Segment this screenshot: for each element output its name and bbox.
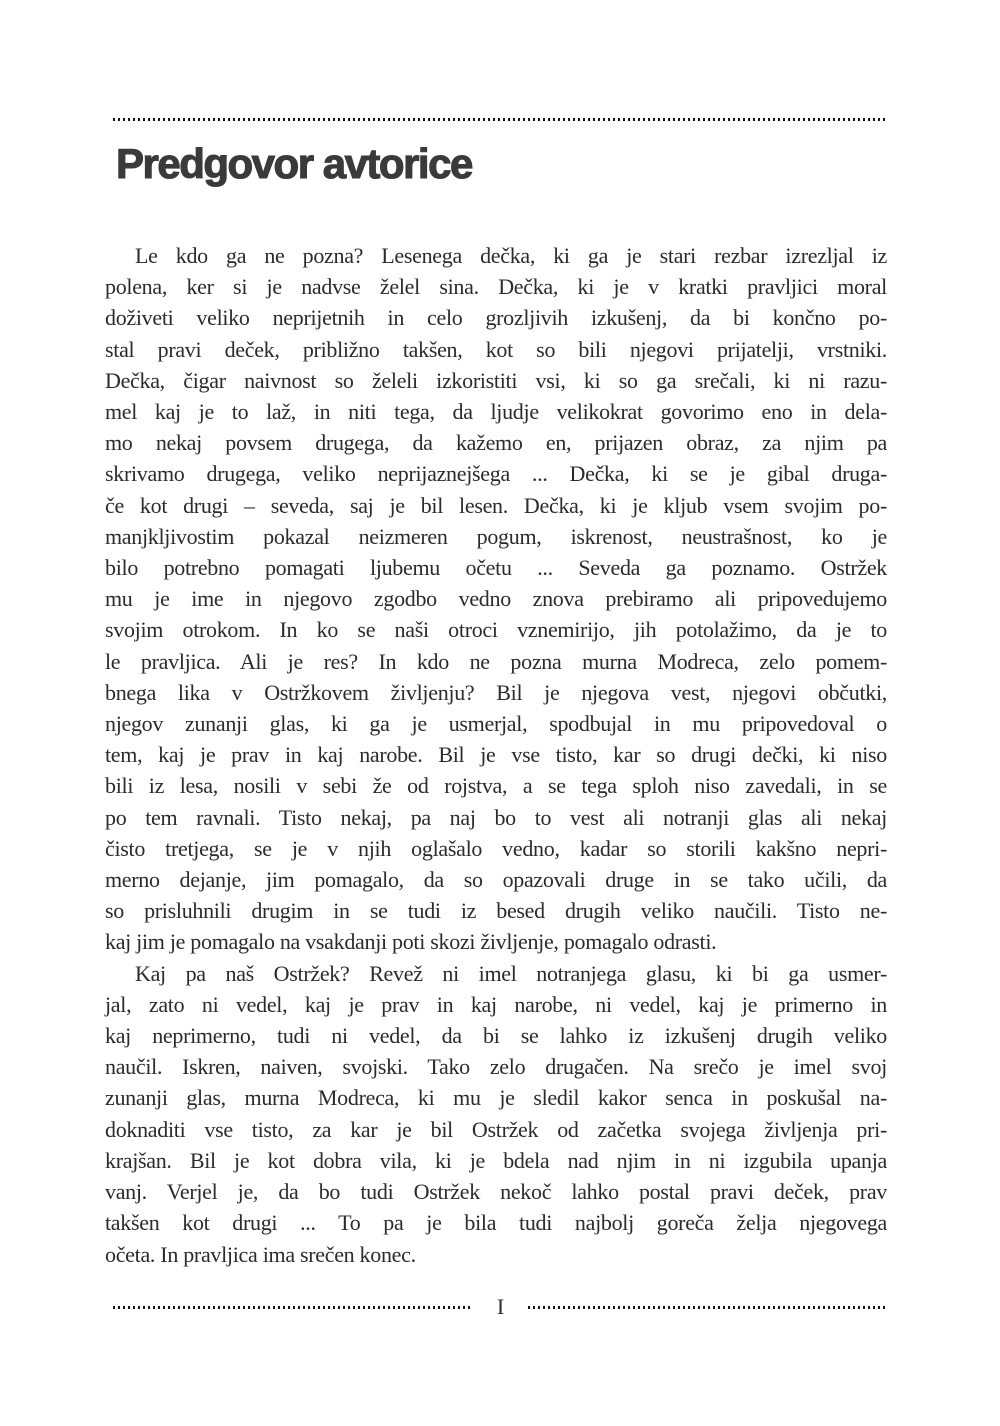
text-line: kaj neprimerno, tudi ni vedel, da bi se lahko iz izkušenj drugih veliko xyxy=(105,1023,887,1049)
text-line: merno dejanje, jim pomagalo, da so opazovali druge in se tako učili, da xyxy=(105,867,887,893)
text-line: Kaj pa naš Ostržek? Revež ni imel notranjega glasu, ki bi ga usmer- xyxy=(135,960,887,986)
text-line: tem, kaj je prav in kaj narobe. Bil je vse tisto, kar so drugi dečki, ki niso xyxy=(105,742,887,768)
text-line: takšen kot drugi ... To pa je bila tudi najbolj goreča želja njegovega xyxy=(105,1210,887,1236)
text-line: stal pravi deček, približno takšen, kot so bili njegovi prijatelji, vrstniki. xyxy=(105,336,887,362)
text-line: doživeti veliko neprijetnih in celo grozljivih izkušenj, da bi končno po- xyxy=(105,305,887,331)
text-line: mo nekaj povsem drugega, da kažemo en, prijazen obraz, za njim pa xyxy=(105,430,887,456)
text-line: jal, zato ni vedel, kaj je prav in kaj narobe, ni vedel, kaj je primerno in xyxy=(105,991,887,1017)
text-line: njegov zunanji glas, ki ga je usmerjal, spodbujal in mu pripovedoval o xyxy=(105,711,887,737)
text-line: doknaditi vse tisto, za kar je bil Ostržek od začetka svojega življenja pri- xyxy=(105,1116,887,1142)
text-line: skrivamo drugega, veliko neprijaznejšega ... Dečka, ki se je gibal druga- xyxy=(105,461,887,487)
page-title: Predgovor avtorice xyxy=(116,140,472,187)
text-line: Le kdo ga ne pozna? Lesenega dečka, ki ga je stari rezbar izrezljal iz xyxy=(135,243,887,268)
top-dotted-rule xyxy=(113,118,888,121)
text-line: manjkljivostim pokazal neizmeren pogum, iskrenost, neustrašnost, ko je xyxy=(105,523,887,549)
text-line: če kot drugi – seveda, saj je bil lesen. Dečka, ki je kljub vsem svojim po- xyxy=(105,492,887,518)
page-number: I xyxy=(496,1294,505,1319)
text-line: bili iz lesa, nosili v sebi že od rojstva, a se tega sploh niso zavedali, in se xyxy=(105,773,887,799)
text-line: bnega lika v Ostržkovem življenju? Bil je njegova vest, njegovi občutki, xyxy=(105,679,887,705)
footer-dotted-rule-right xyxy=(528,1306,888,1309)
page-footer xyxy=(113,1294,888,1320)
body-text xyxy=(105,240,887,1270)
text-line: mel kaj je to laž, in niti tega, da ljudje velikokrat govorimo eno in dela- xyxy=(105,399,887,425)
text-line: očeta. In pravljica ima srečen konec. xyxy=(105,1241,416,1267)
text-line: bilo potrebno pomagati ljubemu očetu ... Seveda ga poznamo. Ostržek xyxy=(105,555,887,581)
text-line: le pravljica. Ali je res? In kdo ne pozna murna Modreca, zelo pomem- xyxy=(105,648,887,674)
text-line: vanj. Verjel je, da bo tudi Ostržek nekoč lahko postal pravi deček, prav xyxy=(105,1179,887,1205)
text-line: čisto tretjega, se je v njih oglašalo vedno, kadar so storili kakšno nepri- xyxy=(105,835,887,861)
text-line: krajšan. Bil je kot dobra vila, ki je bdela nad njim in ni izgubila upanja xyxy=(105,1147,887,1173)
text-line: svojim otrokom. In ko se naši otroci vznemirijo, jih potolažimo, da je to xyxy=(105,617,887,643)
text-line: zunanji glas, murna Modreca, ki mu je sledil kakor senca in poskušal na- xyxy=(105,1085,887,1111)
text-line: naučil. Iskren, naiven, svojski. Tako zelo drugačen. Na srečo je imel svoj xyxy=(105,1054,887,1080)
text-line: po tem ravnali. Tisto nekaj, pa naj bo to vest ali notranji glas ali nekaj xyxy=(105,804,887,830)
text-line: mu je ime in njegovo zgodbo vedno znova prebiramo ali pripovedujemo xyxy=(105,586,887,612)
footer-dotted-rule-left xyxy=(113,1306,473,1309)
text-line: Dečka, čigar naivnost so želeli izkoristiti vsi, ki so ga srečali, ki ni razu- xyxy=(105,367,887,393)
text-line: so prisluhnili drugim in se tudi iz besed drugih veliko naučili. Tisto ne- xyxy=(105,898,887,924)
text-line: kaj jim je pomagalo na vsakdanji poti skozi življenje, pomagalo odrasti. xyxy=(105,929,717,955)
text-line: polena, ker si je nadvse želel sina. Dečka, ki je v kratki pravljici moral xyxy=(105,274,887,300)
